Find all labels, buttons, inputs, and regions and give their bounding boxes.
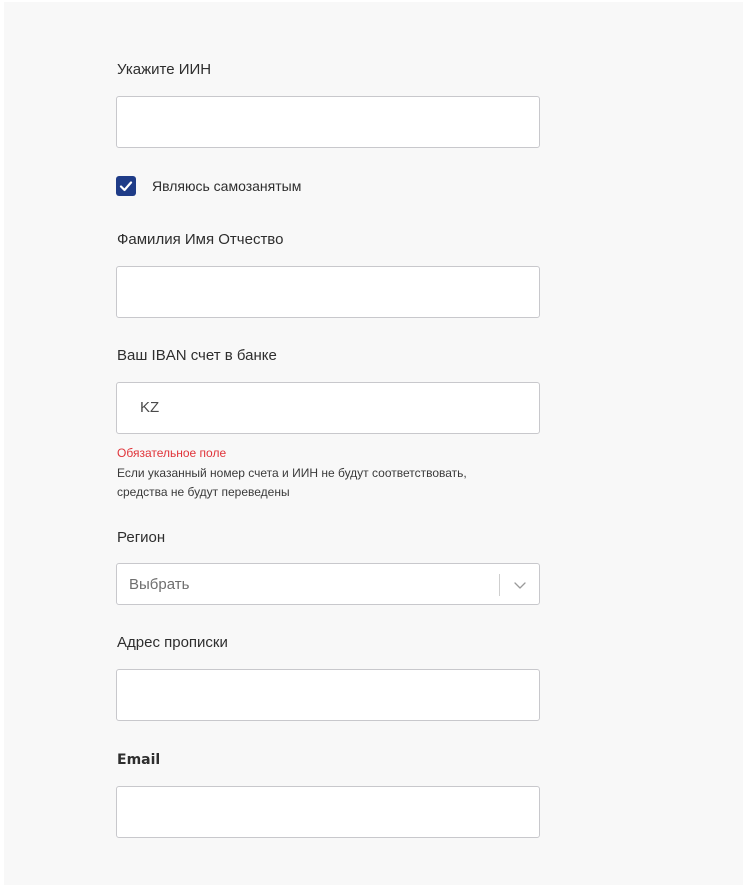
select-divider: [499, 574, 500, 596]
full-name-input[interactable]: [116, 266, 540, 318]
region-select-value: Выбрать: [129, 576, 190, 593]
self-employed-checkbox[interactable]: [116, 176, 136, 196]
iban-hint-line-1: Если указанный номер счета и ИИН не будут соответствовать,: [117, 466, 467, 480]
iin-input[interactable]: [116, 96, 540, 148]
full-name-label: Фамилия Имя Отчество: [117, 231, 284, 248]
email-label: Email: [117, 752, 161, 768]
iban-label: Ваш IBAN счет в банке: [117, 347, 277, 364]
iin-label: Укажите ИИН: [117, 61, 212, 78]
chevron-down-icon[interactable]: [513, 578, 527, 592]
iban-error-text: Обязательное поле: [117, 446, 227, 460]
address-input[interactable]: [116, 669, 540, 721]
iban-hint: [117, 464, 537, 502]
iban-hint-line-2: средства не будут переведены: [117, 485, 290, 499]
region-label: Регион: [117, 529, 166, 546]
iban-input[interactable]: [116, 382, 540, 434]
checkmark-icon: [116, 176, 136, 196]
region-select[interactable]: [116, 563, 540, 605]
email-input[interactable]: [116, 786, 540, 838]
address-label: Адрес прописки: [117, 634, 228, 651]
iban-input-value: KZ: [140, 399, 160, 416]
self-employed-label[interactable]: Являюсь самозанятым: [152, 178, 302, 194]
